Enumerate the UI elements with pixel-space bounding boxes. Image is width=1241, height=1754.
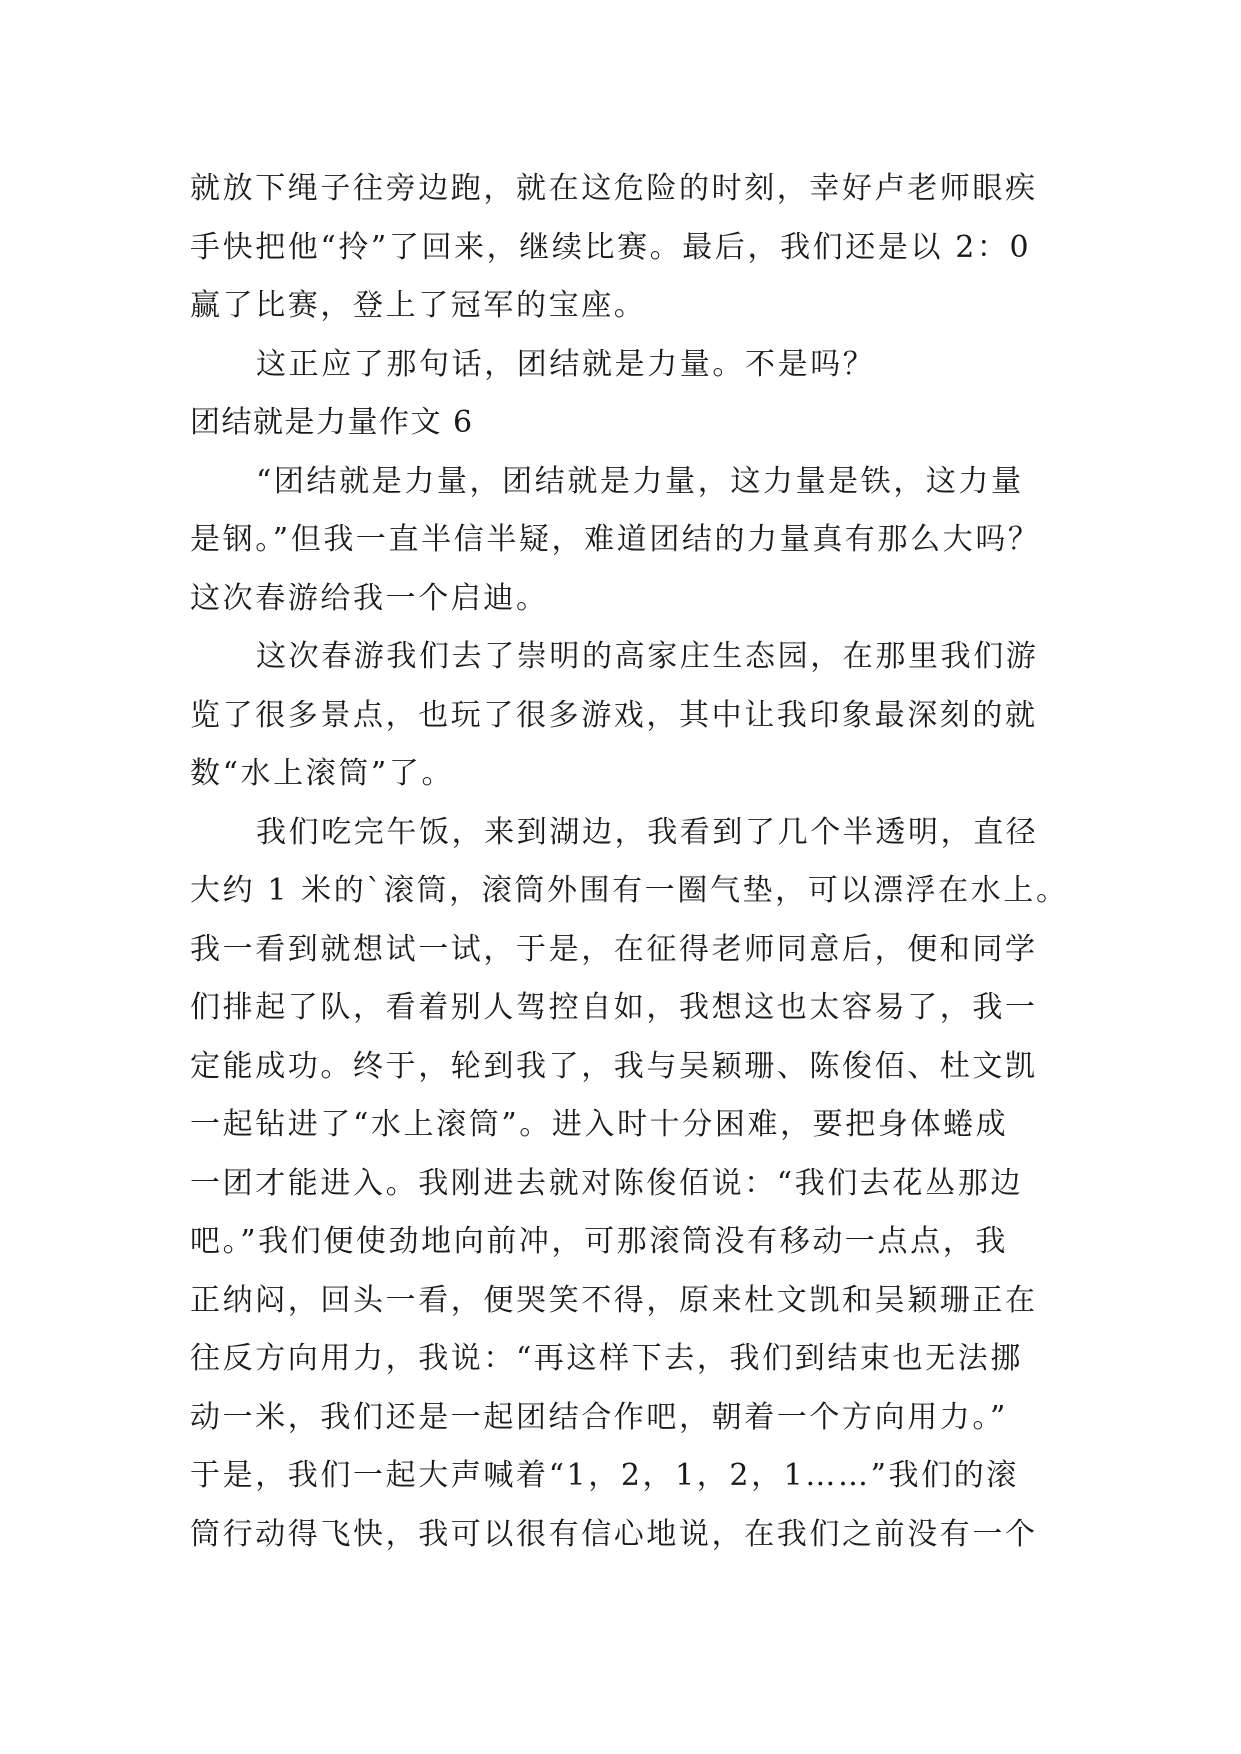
section-heading: 团结就是力量作文 6 [190, 405, 474, 440]
body-line: 我一看到就想试一试，于是，在征得老师同意后，便和同学 [190, 931, 1038, 967]
body-line: 动一米，我们还是一起团结合作吧，朝着一个方向用力。” [190, 1399, 1008, 1435]
body-line: “团结就是力量，团结就是力量，这力量是铁，这力量 [256, 463, 1024, 499]
body-line: 吧。”我们便使劲地向前冲，可那滚筒没有移动一点点，我 [190, 1224, 1008, 1259]
body-line: 往反方向用力，我说：“再这样下去，我们到结束也无法挪 [190, 1341, 1023, 1376]
body-line: 赢了比赛，登上了冠军的宝座。 [190, 288, 647, 323]
body-line: 们排起了队，看着别人驾控自如，我想这也太容易了，我一 [190, 990, 1038, 1025]
body-line: 正纳闷，回头一看，便哭笑不得，原来杜文凯和吴颖珊正在 [190, 1282, 1038, 1318]
document-body [190, 160, 1069, 1564]
body-line: 这次春游给我一个启迪。 [190, 580, 549, 616]
body-line: 这次春游我们去了崇明的高家庄生态园，在那里我们游 [256, 639, 1039, 674]
body-line: 定能成功。终于，轮到我了，我与吴颖珊、陈俊佰、杜文凯 [190, 1048, 1038, 1084]
body-line: 手快把他“拎”了回来，继续比赛。最后，我们还是以 2：0 [190, 229, 1032, 265]
body-line: 是钢。”但我一直半信半疑，难道团结的力量真有那么大吗？ [190, 522, 1041, 557]
body-line: 这正应了那句话，团结就是力量。不是吗？ [256, 346, 876, 382]
body-line: 就放下绳子往旁边跑，就在这危险的时刻，幸好卢老师眼疾 [190, 171, 1038, 206]
body-line: 筒行动得飞快，我可以很有信心地说，在我们之前没有一个 [190, 1516, 1038, 1552]
body-line: 一起钻进了“水上滚筒”。进入时十分困难，要把身体蜷成 [190, 1107, 1009, 1142]
body-line: 一团才能进入。我刚进去就对陈俊佰说：“我们去花丛那边 [190, 1165, 1023, 1201]
body-line: 我们吃完午饭，来到湖边，我看到了几个半透明，直径 [256, 814, 1039, 850]
body-line: 大约 1 米的`滚筒，滚筒外围有一圈气垫，可以漂浮在水上。 [190, 873, 1069, 908]
body-line: 数“水上滚筒”了。 [190, 756, 455, 791]
body-line: 览了很多景点，也玩了很多游戏，其中让我印象最深刻的就 [190, 697, 1038, 733]
body-line: 于是，我们一起大声喊着“1，2，1，2，1……”我们的滚 [190, 1458, 1019, 1493]
